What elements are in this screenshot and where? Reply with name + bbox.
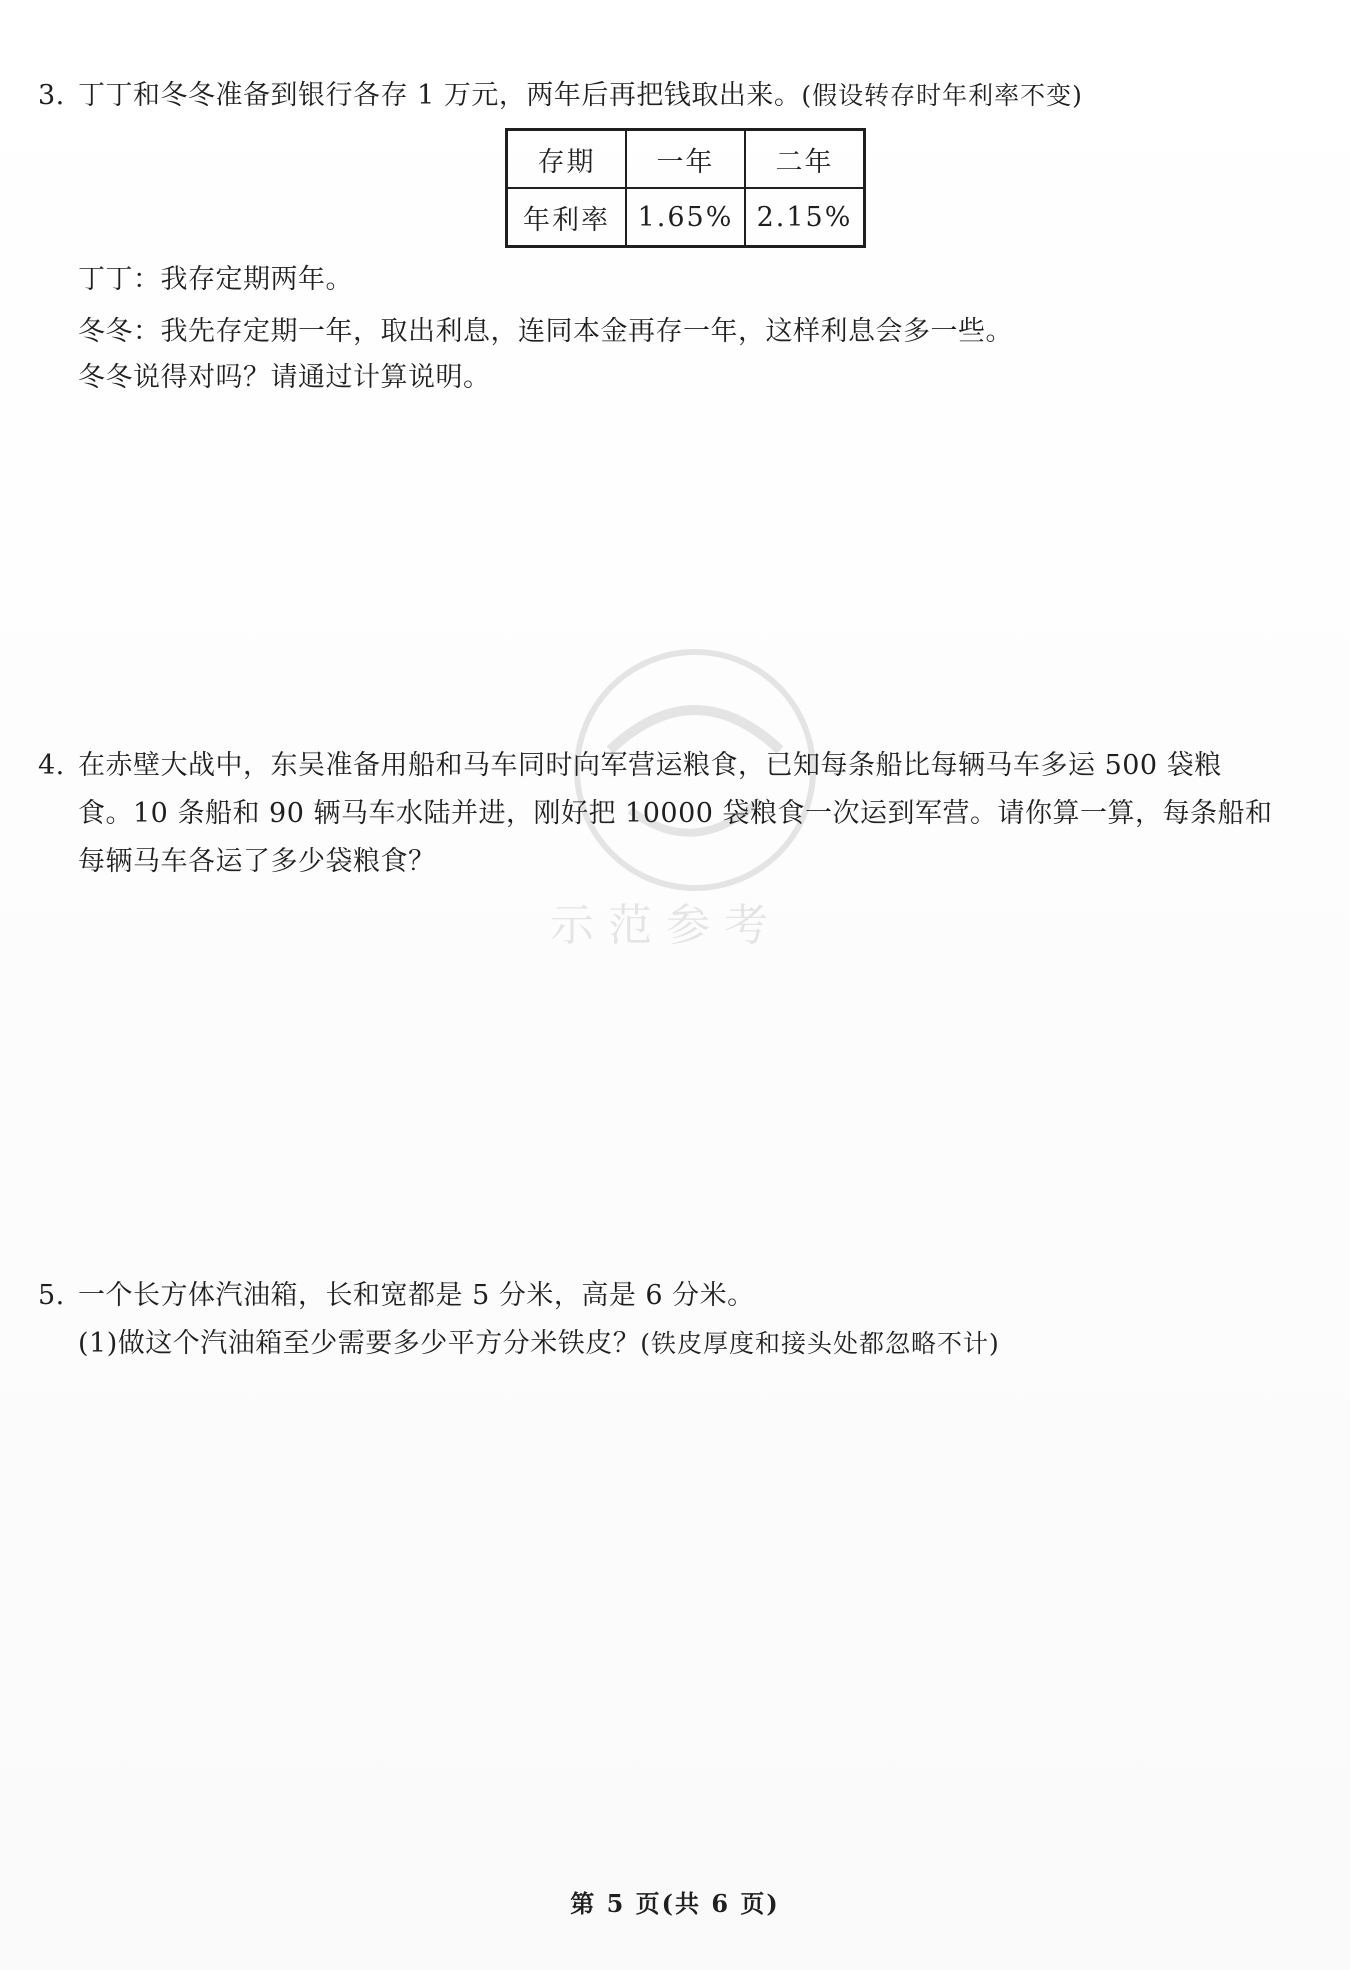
interest-rate-table [505, 128, 866, 248]
q4-number: 4. [38, 750, 65, 781]
q3-dongdong-line: 冬冬：我先存定期一年，取出利息，连同本金再存一年，这样利息会多一些。 [78, 316, 1013, 347]
q5-sub1-note: (铁皮厚度和接头处都忽略不计) [640, 1329, 1000, 1358]
q3-question: 冬冬说得对吗？请通过计算说明。 [78, 362, 491, 393]
table-header-row [507, 130, 865, 189]
q3-note: (假设转存时年利率不变) [801, 81, 1083, 110]
table-cell: 1.65% [626, 188, 745, 247]
q4-line-2: 食。10 条船和 90 辆马车水陆并进，刚好把 10000 袋粮食一次运到军营。请你算一算，每条船和 [78, 798, 1273, 829]
table-cell: 年利率 [507, 188, 627, 247]
q3-dingding-line: 丁丁：我存定期两年。 [78, 264, 353, 295]
table-header-cell: 存期 [507, 130, 627, 189]
table-row [507, 188, 865, 247]
q5-sub-question-1 [78, 1326, 1000, 1362]
q3-stem [38, 78, 1083, 114]
watermark-seal [540, 630, 850, 960]
q5-stem-text: 一个长方体汽油箱，长和宽都是 5 分米，高是 6 分米。 [78, 1280, 755, 1311]
table-cell: 2.15% [745, 188, 865, 247]
table-header-cell: 二年 [745, 130, 865, 189]
q5-sub1-text: (1)做这个汽油箱至少需要多少平方分米铁皮？ [78, 1328, 641, 1359]
q4-line-3: 每辆马车各运了多少袋粮食？ [78, 846, 436, 877]
table-header-cell: 一年 [626, 130, 745, 189]
q3-number: 3. [38, 80, 65, 111]
q5-stem [38, 1278, 755, 1314]
page-number: 第 5 页(共 6 页) [570, 1889, 780, 1918]
q5-number: 5. [38, 1280, 65, 1311]
q4-line-1-text: 在赤壁大战中，东吴准备用船和马车同时向军营运粮食，已知每条船比每辆马车多运 500 袋粮 [78, 750, 1222, 781]
q3-stem-text: 丁丁和冬冬准备到银行各存 1 万元，两年后再把钱取出来。 [78, 80, 802, 111]
svg-text:示 范 参 考: 示 范 参 考 [550, 900, 768, 951]
q4-line-1 [38, 748, 1222, 784]
